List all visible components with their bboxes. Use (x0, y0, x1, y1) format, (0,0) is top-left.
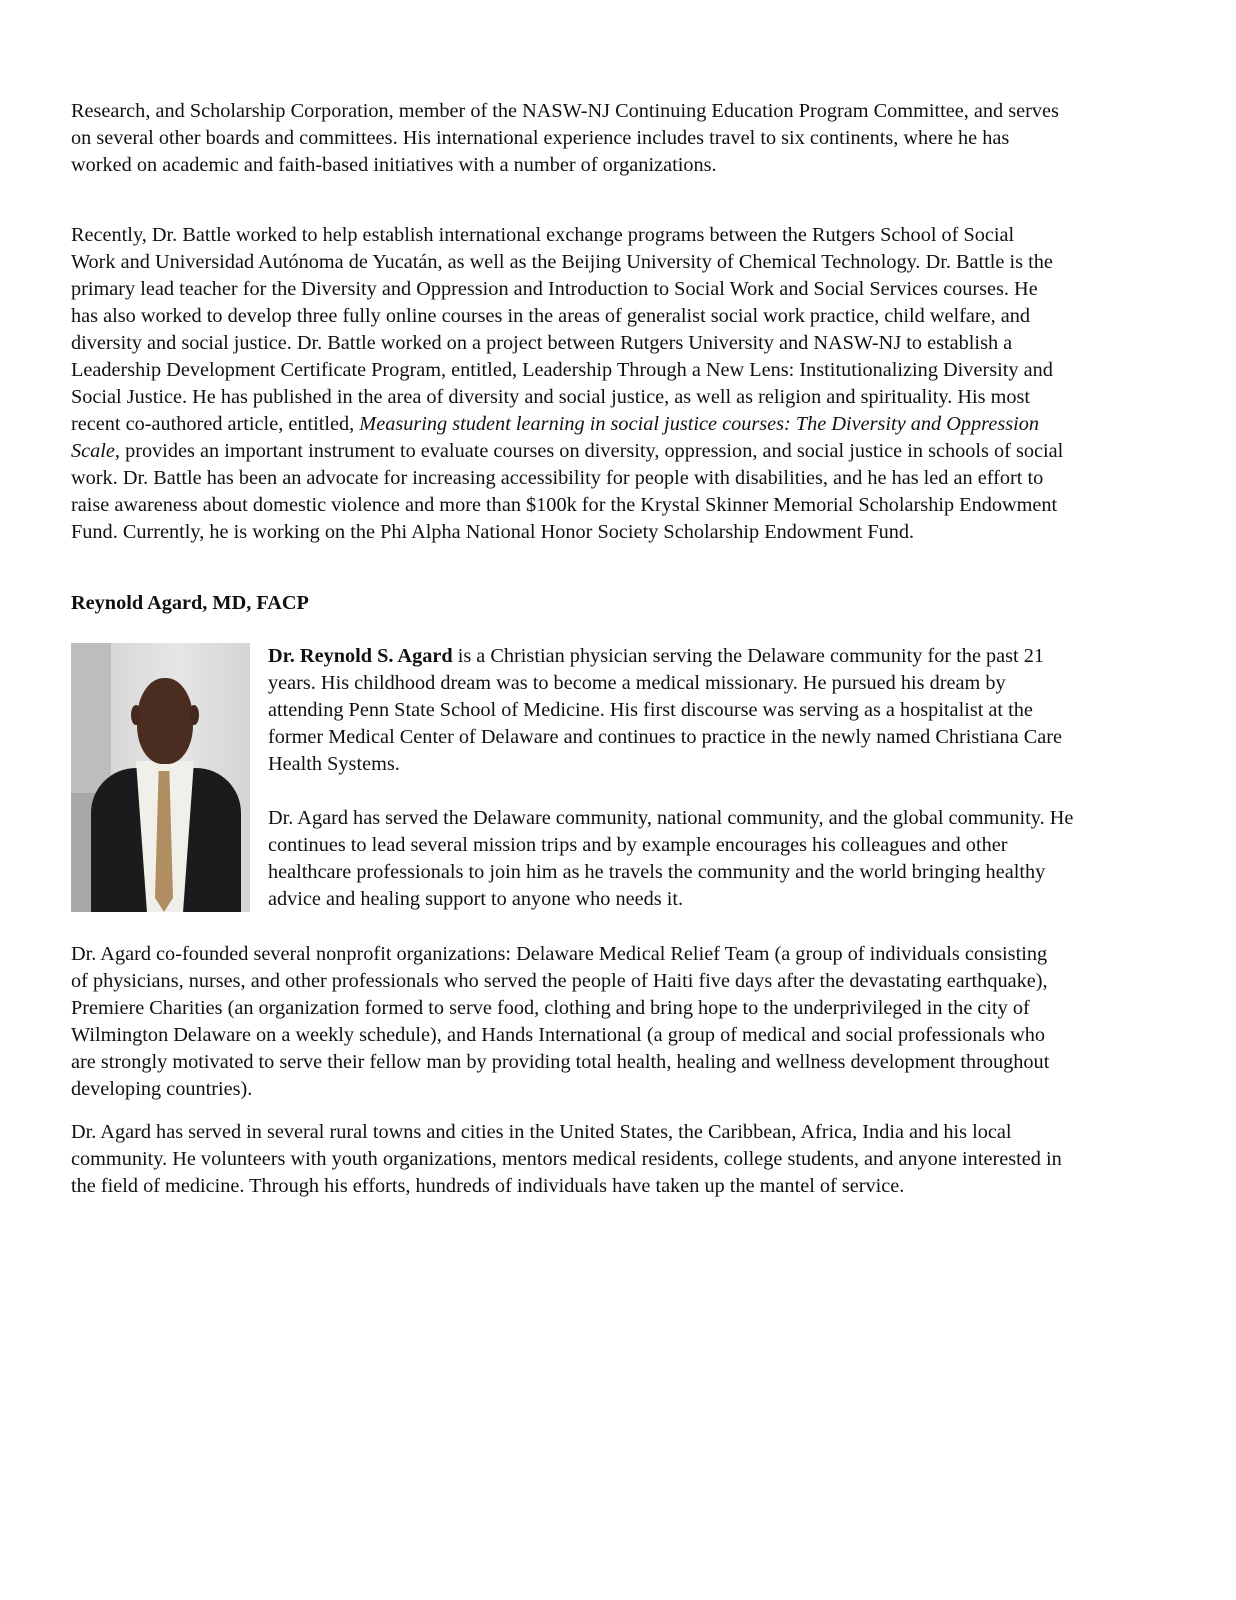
text-line: work. Dr. Battle has been an advocate for increasing accessibility for people with disabilities, and he has led an effort to (71, 467, 1044, 489)
text-line: Leadership Development Certificate Program, entitled, Leadership Through a New Lens: Institutionalizing Diversity and (71, 359, 1053, 381)
text-line: diversity and social justice. Dr. Battle worked on a project between Rutgers University and NASW-NJ to establish a (71, 332, 1013, 354)
text-line: Dr. Agard has served in several rural towns and cities in the United States, the Caribbean, Africa, India and his local (71, 1121, 1012, 1143)
text-line: Fund. Currently, he is working on the Phi Alpha National Honor Society Scholarship Endowment Fund. (71, 521, 915, 543)
paragraph-agard-intro (268, 643, 1062, 778)
text-line: Premiere Charities (an organization formed to serve food, clothing and bring hope to the underprivileged in the city of (71, 997, 1030, 1019)
text-line (71, 438, 1063, 465)
text-line: Work and Universidad Autónoma de Yucatán, as well as the Beijing University of Chemical Technology. Dr. Battle is the (71, 251, 1053, 273)
text-line: are strongly motivated to serve their fellow man by providing total health, healing and wellness development throughout (71, 1051, 1050, 1073)
text-line: former Medical Center of Delaware and continues to practice in the newly named Christiana Care (268, 726, 1063, 748)
text-line: Health Systems. (268, 753, 400, 775)
text-line: continues to lead several mission trips and by example encourages his colleagues and other (268, 834, 1008, 856)
paragraph-battle-recent (71, 222, 1063, 546)
text-line: Research, and Scholarship Corporation, member of the NASW-NJ Continuing Education Program Committee, and serves (71, 100, 1059, 122)
paragraph-boards (71, 98, 1059, 179)
text-run: , provides an important instrument to evaluate courses on diversity, oppression, and social justice in schools of social (114, 440, 1064, 462)
text-line: advice and healing support to anyone who needs it. (268, 888, 684, 910)
text-line: Recently, Dr. Battle worked to help establish international exchange programs between the Rutgers School of Social (71, 224, 1015, 246)
text-line: healthcare professionals to join him as he travels the community and the world bringing healthy (268, 861, 1046, 883)
text-line: community. He volunteers with youth organizations, mentors medical residents, college students, and anyone interested in (71, 1148, 1062, 1170)
text-line: primary lead teacher for the Diversity and Oppression and Introduction to Social Work and Social Services courses. He (71, 278, 1038, 300)
text-line: the field of medicine. Through his efforts, hundreds of individuals have taken up the mantel of service. (71, 1175, 905, 1197)
text-line: years. His childhood dream was to become a medical missionary. He pursued his dream by (268, 672, 1006, 694)
portrait-photo (71, 643, 250, 912)
text-line: of physicians, nurses, and other professionals who served the people of Haiti five days after the devastating earthquake), (71, 970, 1048, 992)
text-run: recent co-authored article, entitled, (71, 413, 360, 435)
article-title: Measuring student learning in social justice courses: The Diversity and Oppression (359, 413, 1040, 435)
text-run: is a Christian physician serving the Delaware community for the past 21 (452, 645, 1045, 667)
text-line: raise awareness about domestic violence and more than $100k for the Krystal Skinner Memorial Scholarship Endowment (71, 494, 1058, 516)
paragraph-agard-nonprofits (71, 941, 1049, 1103)
text-line (71, 411, 1063, 438)
text-line: attending Penn State School of Medicine. His first discourse was serving as a hospitalist at the (268, 699, 1033, 721)
text-line (268, 643, 1062, 670)
text-line: has also worked to develop three fully online courses in the areas of generalist social work practice, child welfare, and (71, 305, 1031, 327)
article-title: Scale (71, 440, 115, 462)
paragraph-agard-service (71, 1119, 1062, 1200)
paragraph-agard-community (268, 805, 1073, 913)
text-line: Dr. Agard has served the Delaware community, national community, and the global community. He (268, 807, 1074, 829)
text-line: developing countries). (71, 1078, 253, 1100)
section-heading: Reynold Agard, MD, FACP (71, 592, 309, 614)
person-name: Dr. Reynold S. Agard (268, 645, 453, 667)
text-line: Social Justice. He has published in the area of diversity and social justice, as well as religion and spirituality. His most (71, 386, 1031, 408)
text-line: Wilmington Delaware on a weekly schedule), and Hands International (a group of medical and social professionals who (71, 1024, 1046, 1046)
text-line: on several other boards and committees. His international experience includes travel to six continents, where he has (71, 127, 1010, 149)
text-line: Dr. Agard co-founded several nonprofit organizations: Delaware Medical Relief Team (a group of individuals consisting (71, 943, 1048, 965)
text-line: worked on academic and faith-based initiatives with a number of organizations. (71, 154, 717, 176)
